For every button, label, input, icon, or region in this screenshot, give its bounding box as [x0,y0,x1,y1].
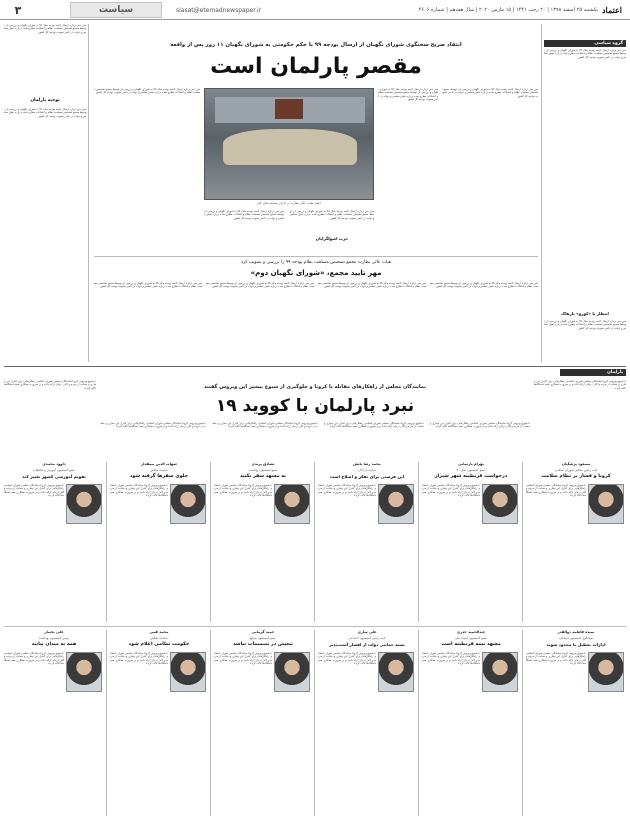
mp-name: داوود محمدی [42,462,66,466]
card-rule [522,462,523,622]
mp-name: محمد قمی [149,630,169,634]
mp-card [422,462,520,622]
mp-headline: حکومت نظامی اعلام شود [128,642,190,647]
mp-text: با شیوع ویروس کرونا نمایندگان مجلس شورای اسلامی راهکارهایی برای کنترل این بیماری و حمایت از مردم و کادر درمان ارائه دادند و بر ضرورت همکاری همه دستگاه‌ها تاکید کردند [526,484,586,497]
card-rule [314,462,315,622]
secondary-text: متن خبر درباره ارسال لایحه بودجه سال ۹۹ به شورای نگهبان و بررسی آن توسط مجمع تشخیص مصلحت نظام و انتقادات مطرح شده درباره نقش مجلس و دولت در تاخیر تصویب بودجه کل کشور [430,282,538,289]
mp-role: رئیس کمیسیون بهداشت [38,636,70,640]
card-rule [210,630,211,816]
mp-text: با شیوع ویروس کرونا نمایندگان مجلس شورای اسلامی راهکارهایی برای کنترل این بیماری و حمایت از مردم و کادر درمان ارائه دادند و بر ضرورت همکاری همه دستگاه‌ها تاکید کردند [4,484,64,497]
mp-portrait [378,652,414,692]
mp-role: عضو کمیسیون بهداشت [248,468,278,472]
date-line: یکشنبه ۲۵ اسفند ۱۳۹۸ | ۲۰ رجب ۱۴۴۱ | ۱۵ مارس ۲۰۲۰ | سال هفدهم | شماره ۴۶۰۶ [418,7,598,13]
mp-portrait [588,652,624,692]
card-rule [418,462,419,622]
lower-intro-text: با شیوع ویروس کرونا نمایندگان مجلس شورای اسلامی راهکارهایی برای کنترل این بیماری و حمایت از مردم و کادر درمان ارائه دادند و بر ضرورت همکاری همه دستگاه‌ها تاکید کردند [212,422,318,429]
secondary-text: متن خبر درباره ارسال لایحه بودجه سال ۹۹ به شورای نگهبان و بررسی آن توسط مجمع تشخیص مصلحت نظام و انتقادات مطرح شده درباره نقش مجلس و دولت در تاخیر تصویب بودجه کل کشور [206,282,314,289]
lower-intro-text: با شیوع ویروس کرونا نمایندگان مجلس شورای اسلامی راهکارهایی برای کنترل این بیماری و حمایت از مردم و کادر درمان ارائه دادند و بر ضرورت همکاری همه دستگاه‌ها تاکید کردند [324,422,424,429]
mp-text: با شیوع ویروس کرونا نمایندگان مجلس شورای اسلامی راهکارهایی برای کنترل این بیماری و حمایت از مردم و کادر درمان ارائه دادند و بر ضرورت همکاری همه دستگاه‌ها تاکید کردند [422,484,480,497]
section-divider [4,366,626,367]
mp-headline: ادارات تعطیل یا محدود شوند [546,642,606,647]
column-rule [88,24,89,362]
lower-rubric-label: پارلمان [560,369,626,376]
article-text: متن خبر درباره ارسال لایحه بودجه سال ۹۹ به شورای نگهبان و بررسی آن توسط مجمع تشخیص مصلحت نظام و انتقادات مطرح شده درباره نقش مجلس و دولت در تاخیر تصویب بودجه کل کشور [290,210,374,220]
mp-name: حمید گرمابی [251,630,275,634]
card-row-2 [4,630,626,816]
mp-role: عضو کمیسیون آموزش و تحقیقات [32,468,76,472]
top-kicker: انتقاد صریح سخنگوی شورای نگهبان از ارسال بودجه ۹۹ با حکم حکومتی به شورای نگهبان ۱۱ روز پس از واقعه [170,42,462,48]
mp-role: نماینده مجلس [150,468,168,472]
mp-text: با شیوع ویروس کرونا نمایندگان مجلس شورای اسلامی راهکارهایی برای کنترل این بیماری و حمایت از مردم و کادر درمان ارائه دادند و بر ضرورت همکاری همه دستگاه‌ها تاکید کردند [110,652,168,665]
card-rule [314,630,315,816]
lower-intro-text: با شیوع ویروس کرونا نمایندگان مجلس شورای اسلامی راهکارهایی برای کنترل این بیماری و حمایت از مردم و کادر درمان ارائه دادند و بر ضرورت همکاری همه دستگاه‌ها تاکید کردند [100,422,206,429]
lower-kicker: نمایندگان مجلس از راهکارهای مقابله با کرونا و جلوگیری از شیوع بیشتر این ویروس گفتند [203,384,426,390]
mp-headline: تبعیض در تصمیمات نباشد [233,642,293,647]
mp-text: با شیوع ویروس کرونا نمایندگان مجلس شورای اسلامی راهکارهایی برای کنترل این بیماری و حمایت از مردم و کادر درمان ارائه دادند و بر ضرورت همکاری همه دستگاه‌ها تاکید کردند [318,652,376,665]
secondary-text: متن خبر درباره ارسال لایحه بودجه سال ۹۹ به شورای نگهبان و بررسی آن توسط مجمع تشخیص مصلحت نظام و انتقادات مطرح شده درباره نقش مجلس و دولت در تاخیر تصویب بودجه کل کشور [318,282,426,289]
mp-text: با شیوع ویروس کرونا نمایندگان مجلس شورای اسلامی راهکارهایی برای کنترل این بیماری و حمایت از مردم و کادر درمان ارائه دادند و بر ضرورت همکاری همه دستگاه‌ها تاکید کردند [4,652,64,665]
column-rule [541,24,542,362]
right-column-subhead: انتظار با «کورو» بازهاک [561,311,609,316]
mp-headline: همه به میدان بیایند [31,642,77,647]
mp-portrait [378,484,414,524]
mp-card [318,462,416,622]
mp-name: علی بختیار [44,630,64,634]
left-column-text: متن خبر درباره ارسال لایحه بودجه سال ۹۹ به شورای نگهبان و بررسی آن توسط مجمع تشخیص مصلحت نظام و انتقادات مطرح شده درباره نقش مجلس و دولت در تاخیر تصویب بودجه کل کشور [4,24,86,34]
mp-text: با شیوع ویروس کرونا نمایندگان مجلس شورای اسلامی راهکارهایی برای کنترل این بیماری و حمایت از مردم و کادر درمان ارائه دادند و بر ضرورت همکاری همه دستگاه‌ها تاکید کردند [110,484,168,497]
card-row-1 [4,462,626,622]
mp-headline: تقویم آموزشی کشور تغییر کند [22,474,86,479]
mp-portrait [170,652,206,692]
mp-text: با شیوع ویروس کرونا نمایندگان مجلس شورای اسلامی راهکارهایی برای کنترل این بیماری و حمایت از مردم و کادر درمان ارائه دادند و بر ضرورت همکاری همه دستگاه‌ها تاکید کردند [214,484,272,497]
mp-headline: این فرصتی برای تفکر و اصلاح است [329,474,405,479]
top-headline: مقصر پارلمان است [210,54,422,79]
left-column-text-2: متن خبر درباره ارسال لایحه بودجه سال ۹۹ به شورای نگهبان و بررسی آن توسط مجمع تشخیص مصلحت نظام و انتقادات مطرح شده درباره نقش مجلس و دولت در تاخیر تصویب بودجه کل کشور [4,108,86,118]
mp-name: محمد رضا تابش [353,462,381,466]
article-text: متن خبر درباره ارسال لایحه بودجه سال ۹۹ به شورای نگهبان و بررسی آن توسط مجمع تشخیص مصلحت نظام و انتقادات مطرح شده درباره نقش مجلس و دولت در تاخیر تصویب بودجه کل کشور [94,88,200,95]
lower-intro-left: با شیوع ویروس کرونا نمایندگان مجلس شورای اسلامی راهکارهایی برای کنترل این بیماری و حمایت از مردم و کادر درمان ارائه دادند و بر ضرورت همکاری همه دستگاه‌ها تاکید کردند [4,380,96,390]
card-rule [106,630,107,816]
mp-portrait [274,484,310,524]
mp-card [526,462,626,622]
mp-name: علی ساری [357,630,377,634]
rubric-label: گروه سیاسی [544,40,626,47]
mp-name: مسعود پزشکیان [561,462,591,466]
mp-card [214,462,312,622]
article-text: متن خبر درباره ارسال لایحه بودجه سال ۹۹ به شورای نگهبان و بررسی آن توسط مجمع تشخیص مصلحت نظام و انتقادات مطرح شده درباره نقش مجلس و دولت در تاخیر تصویب بودجه کل کشور [378,88,438,101]
mp-role: نایب رئیس کمیسیون اجتماعی [348,636,386,640]
mp-headline: درخواست قرنطینه شهر شیراز [434,474,508,479]
mp-role: نماینده مجلس [150,636,168,640]
mp-card [4,630,104,816]
mid-subhead: حزب اصولگرایان [315,236,349,241]
right-column-text: متن خبر درباره ارسال لایحه بودجه سال ۹۹ به شورای نگهبان و بررسی آن توسط مجمع تشخیص مصلحت نظام و انتقادات مطرح شده درباره نقش مجلس و دولت در تاخیر تصویب بودجه کل کشور [544,49,626,59]
page-number: ۳ [14,3,22,17]
mp-card [526,630,626,816]
mp-headline: کرونا و فشار بر نظام سلامت [541,474,611,479]
mp-card [4,462,104,622]
mp-portrait [170,484,206,524]
mp-card [110,630,208,816]
mp-card [110,462,208,622]
secondary-kicker: هیات عالی نظارت مجمع تشخیص مصلحت نظام بودجه ۹۹ را بررسی و تصویب کرد [240,260,392,265]
mp-role: نایب رئیس مجلس شورای اسلامی [554,468,598,472]
left-column-subhead: توجیه پارلمان [30,98,60,103]
mp-headline: به مشهد سفر نکنید [240,474,286,479]
mp-card [422,630,520,816]
mp-role: نماینده اردکان [358,468,376,472]
mp-card [214,630,312,816]
mp-name: تصادق پرندی [251,462,275,466]
right-column-text-2: متن خبر درباره ارسال لایحه بودجه سال ۹۹ به شورای نگهبان و بررسی آن توسط مجمع تشخیص مصلحت نظام و انتقادات مطرح شده درباره نقش مجلس و دولت در تاخیر تصویب بودجه کل کشور [544,320,626,330]
mp-text: با شیوع ویروس کرونا نمایندگان مجلس شورای اسلامی راهکارهایی برای کنترل این بیماری و حمایت از مردم و کادر درمان ارائه دادند و بر ضرورت همکاری همه دستگاه‌ها تاکید کردند [526,652,586,665]
meeting-photo [204,88,374,200]
section-rule [94,256,538,257]
mp-portrait [588,484,624,524]
article-text: متن خبر درباره ارسال لایحه بودجه سال ۹۹ به شورای نگهبان و بررسی آن توسط مجمع تشخیص مصلحت نظام و انتقادات مطرح شده درباره نقش مجلس و دولت در تاخیر تصویب بودجه کل کشور [442,88,538,98]
mp-name: بهرام پارسایی [458,462,484,466]
lower-intro-text: با شیوع ویروس کرونا نمایندگان مجلس شورای اسلامی راهکارهایی برای کنترل این بیماری و حمایت از مردم و کادر درمان ارائه دادند و بر ضرورت همکاری همه دستگاه‌ها تاکید کردند [430,422,530,429]
mp-role: عضو کمیسیون اصل ۹۰ [456,468,486,472]
website-address: siasat@etemadnewspaper.ir [176,6,262,14]
mp-headline: جلوی سفرها گرفته شود [129,474,189,479]
mp-card [318,630,416,816]
card-rule [106,462,107,622]
card-rule [418,630,419,816]
mp-portrait [482,652,518,692]
mp-portrait [66,652,102,692]
mp-name: سیده فاطمه ذوالقدر [557,630,595,634]
mp-text: با شیوع ویروس کرونا نمایندگان مجلس شورای اسلامی راهکارهایی برای کنترل این بیماری و حمایت از مردم و کادر درمان ارائه دادند و بر ضرورت همکاری همه دستگاه‌ها تاکید کردند [422,652,480,665]
mp-text: با شیوع ویروس کرونا نمایندگان مجلس شورای اسلامی راهکارهایی برای کنترل این بیماری و حمایت از مردم و کادر درمان ارائه دادند و بر ضرورت همکاری همه دستگاه‌ها تاکید کردند [318,484,376,497]
mp-headline: مشهد نیمه قرنطینه است [441,642,501,647]
secondary-text: متن خبر درباره ارسال لایحه بودجه سال ۹۹ به شورای نگهبان و بررسی آن توسط مجمع تشخیص مصلحت نظام و انتقادات مطرح شده درباره نقش مجلس و دولت در تاخیر تصویب بودجه کل کشور [94,282,202,289]
mp-portrait [482,484,518,524]
section-tab: سیاست [70,2,162,18]
mp-headline: بسته حمایتی دولت از اقشار آسیب‌پذیر [329,642,405,647]
mp-role: سخنگوی کمیسیون فرهنگی [559,636,593,640]
mp-text: با شیوع ویروس کرونا نمایندگان مجلس شورای اسلامی راهکارهایی برای کنترل این بیماری و حمایت از مردم و کادر درمان ارائه دادند و بر ضرورت همکاری همه دستگاه‌ها تاکید کردند [214,652,272,665]
mp-role: عضو کمیسیون امنیت ملی [454,636,488,640]
mp-portrait [66,484,102,524]
card-rule [522,630,523,816]
photo-caption: جلسه هیات عالی نظارت بر اجرای سیاست‌های کلی [256,201,322,205]
lower-headline: نبرد پارلمان با کووید ۱۹ [215,396,415,416]
lower-intro-right: با شیوع ویروس کرونا نمایندگان مجلس شورای اسلامی راهکارهایی برای کنترل این بیماری و حمایت از مردم و کادر درمان ارائه دادند و بر ضرورت همکاری همه دستگاه‌ها تاکید کردند [534,380,626,390]
mp-portrait [274,652,310,692]
article-text: متن خبر درباره ارسال لایحه بودجه سال ۹۹ به شورای نگهبان و بررسی آن توسط مجمع تشخیص مصلحت نظام و انتقادات مطرح شده درباره نقش مجلس و دولت در تاخیر تصویب بودجه کل کشور [204,210,284,220]
mp-role: عضو کمیسیون صنایع [249,636,277,640]
newspaper-logo: اعتماد [601,5,623,15]
mp-name: عبدالحمید خدری [456,630,486,634]
secondary-headline: مهر تایید مجمع، «شورای نگهبان دوم» [250,269,382,277]
card-rule [210,462,211,622]
row-divider [4,626,626,627]
mp-name: شهاب الدین بیمقدار [141,462,177,466]
